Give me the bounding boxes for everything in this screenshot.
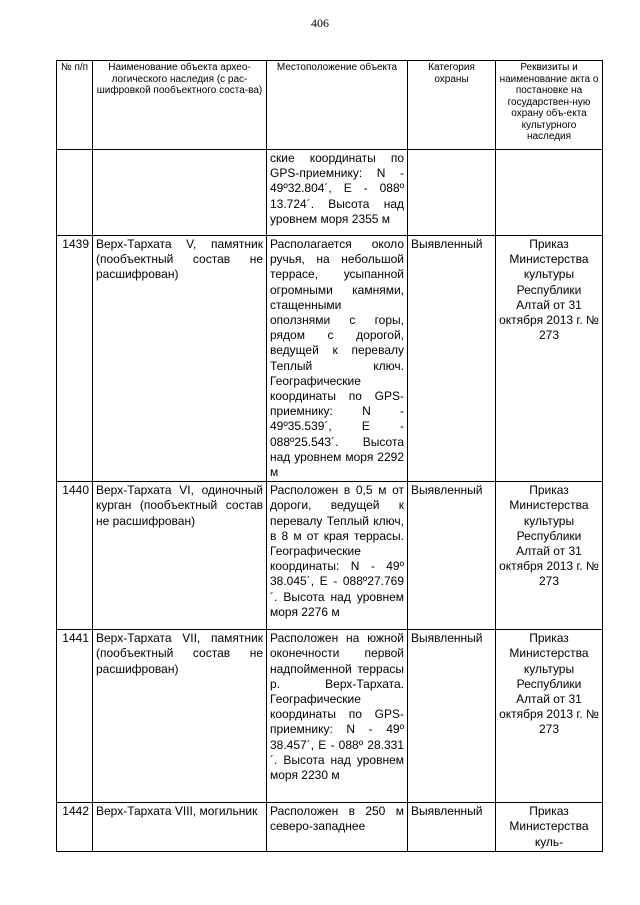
cell-location: ские координаты по GPS-приемнику: N - 49º32.804´, E - 088º 13.724´. Высота над уровнем моря 2355 м [267,150,408,236]
cell-num [57,150,93,236]
cell-category: Выявленный [408,236,496,482]
cell-act: Приказ Министерства куль- [496,803,603,852]
cell-name: Верх-Тархата VI, одиночный курган (пообъектный состав не расшифрован) [93,482,267,630]
cell-location: Расположен в 250 м северо-западнее [267,803,408,852]
cell-category: Выявленный [408,630,496,803]
table-row [57,236,603,482]
cell-num: 1441 [57,630,93,803]
table-row [57,803,603,852]
cell-act: Приказ Министерства культуры Республики Алтай от 31 октября 2013 г. № 273 [496,630,603,803]
cell-num: 1440 [57,482,93,630]
header-num: № п/п [57,61,93,150]
header-location: Местоположение объекта [267,61,408,150]
header-act: Реквизиты и наименование акта о постановке на государствен-ную охрану объ-екта культурного наследия [496,61,603,150]
cell-location: Расположен на южной оконечности первой надпойменной террасы р. Верх-Тархата. Географические координаты по GPS-приемнику: N - 49º 38.457´, E - 088º 28.331´. Высота над уровнем моря 2230 м [267,630,408,803]
cell-num: 1439 [57,236,93,482]
cell-name [93,150,267,236]
cell-location: Располагается около ручья, на небольшой террасе, усыпанной огромными камнями, стащенными оползнями с горы, рядом с дорогой, ведущей к перевалу Теплый ключ. Географические координаты по GPS-приемнику: N - 49º35.539´, E - 088º25.543´. Высота над уровнем моря 2292 м [267,236,408,482]
heritage-registry-table [56,60,603,852]
cell-category [408,150,496,236]
table-row [57,630,603,803]
cell-act [496,150,603,236]
cell-category: Выявленный [408,803,496,852]
cell-category: Выявленный [408,482,496,630]
header-name: Наименование объекта архео-логического наследия (с рас-шифровкой пообъектного соста-ва) [93,61,267,150]
table-row-continuation [57,150,603,236]
page-number: 406 [311,16,329,30]
cell-location: Расположен в 0,5 м от дороги, ведущей к перевалу Теплый ключ, в 8 м от края террасы. Географические координаты: N - 49º 38.045´, E - 088º27.769´. Высота над уровнем моря 2276 м [267,482,408,630]
cell-num: 1442 [57,803,93,852]
cell-act: Приказ Министерства культуры Республики Алтай от 31 октября 2013 г. № 273 [496,236,603,482]
cell-name: Верх-Тархата VII, памятник (пообъектный состав не расшифрован) [93,630,267,803]
table-header-row [57,61,603,150]
table-row [57,482,603,630]
cell-act: Приказ Министерства культуры Республики Алтай от 31 октября 2013 г. № 273 [496,482,603,630]
header-category: Категория охраны [408,61,496,150]
cell-name: Верх-Тархата V, памятник (пообъектный состав не расшифрован) [93,236,267,482]
cell-name: Верх-Тархата VIII, могильник [93,803,267,852]
